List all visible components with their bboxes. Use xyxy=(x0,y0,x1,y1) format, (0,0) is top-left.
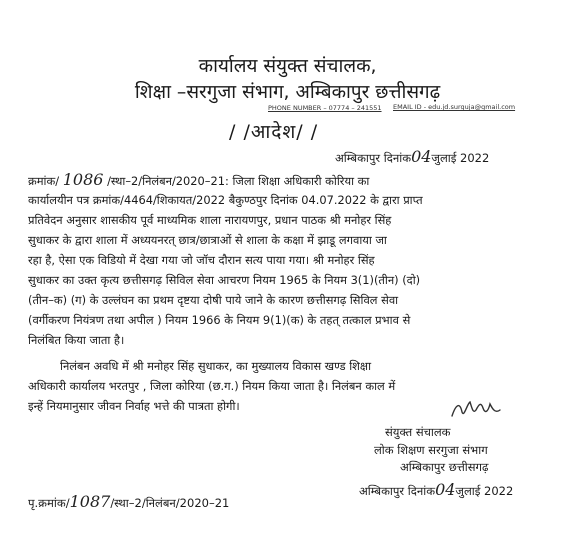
order-date xyxy=(335,147,489,166)
office-heading: कार्यालय संयुक्त संचालक, xyxy=(198,55,377,77)
handwritten-order-number: 1086 xyxy=(62,170,104,189)
order-ref-prefix: क्रमांक/ xyxy=(28,174,60,188)
signatory-designation: संयुक्त संचालक xyxy=(385,425,451,439)
para1-line-1: जिला शिक्षा अधिकारी कोरिया का xyxy=(232,174,370,188)
para2-line-2: अधिकारी कार्यालय भरतपुर , जिला कोरिया (छ.ग.) नियम किया जाता है। निलंबन काल में xyxy=(28,379,396,393)
order-reference-line xyxy=(28,170,369,191)
endorsement-ref-prefix: पृ.क्रमांक/ xyxy=(28,496,70,510)
date-suffix: जुलाई 2022 xyxy=(431,151,490,165)
signatory-department: लोक शिक्षण सरगुजा संभाग xyxy=(374,443,488,457)
endorsement-date-suffix: जुलाई 2022 xyxy=(455,484,514,498)
endorsement-ref-suffix: /स्था–2/निलंबन/2020–21 xyxy=(110,496,230,510)
phone-number: PHONE NUMBER – 07774 – 241551 xyxy=(268,104,382,112)
handwritten-day: 04 xyxy=(411,147,432,166)
para1-line-5: रहा है, ऐसा एक विडियो में देखा गया जो जॉच दौरान सत्य पाया गया। श्री मनोहर सिंह xyxy=(28,253,375,267)
signature-mark xyxy=(450,398,502,420)
order-title: / /आदेश/ / xyxy=(229,121,319,143)
para2-line-1: निलंबन अवधि में श्री मनोहर सिंह सुधाकर, का मुख्यालय विकास खण्ड शिक्षा xyxy=(60,359,372,373)
para1-line-9: निलंबित किया जाता है। xyxy=(28,333,125,347)
order-ref-suffix: /स्था–2/निलंबन/2020–21: xyxy=(107,174,229,188)
date-prefix: अम्बिकापुर दिनांक xyxy=(335,151,412,165)
signatory-place: अम्बिकापुर छत्तीसगढ़ xyxy=(400,460,489,474)
endorsement-reference xyxy=(28,492,229,511)
handwritten-endorsement-number: 1087 xyxy=(69,492,111,511)
email-address: EMAIL ID - edu.jd.surguja@gmail.com xyxy=(393,103,516,111)
para2-line-3: इन्हें नियमानुसार जीवन निर्वाह भत्ते की पात्रता होगी। xyxy=(28,399,240,413)
para1-line-8: (वर्गीकरण नियंत्रण तथा अपील ) नियम 1966 के नियम 9(1)(क) के तहत् तत्काल प्रभाव से xyxy=(28,313,411,327)
para1-line-3: प्रतिवेदन अनुसार शासकीय पूर्व माध्यमिक शाला नारायणपुर, प्रधान पाठक श्री मनोहर सिंह xyxy=(28,213,392,227)
para1-line-6: सुधाकर का उक्त कृत्य छत्तीसगढ़ सिविल सेवा आचरण नियम 1965 के नियम 3(1)(तीन) (दो) xyxy=(28,273,421,287)
division-heading: शिक्षा –सरगुजा संभाग, अम्बिकापुर छत्तीसगढ़ xyxy=(134,81,441,103)
para1-line-2: कार्यालयीन पत्र क्रमांक/4464/शिकायत/2022 बैकुण्ठपुर दिनांक 04.07.2022 के द्वारा प्राप्त xyxy=(28,193,423,207)
para1-line-7: (तीन–क) (ग) के उल्लंघन का प्रथम दृष्टया दोषी पाये जाने के कारण छत्तीसगढ़ सिविल सेवा xyxy=(28,293,399,307)
endorsement-date-prefix: अम्बिकापुर दिनांक xyxy=(359,484,436,498)
endorsement-date xyxy=(359,480,513,499)
handwritten-endorsement-day: 04 xyxy=(435,480,456,499)
para1-line-4: सुधाकर के द्वारा शाला में अध्ययनरत् छात्र/छात्राओं से शाला के कक्षा में झाडू लगवाया जा xyxy=(28,233,387,247)
